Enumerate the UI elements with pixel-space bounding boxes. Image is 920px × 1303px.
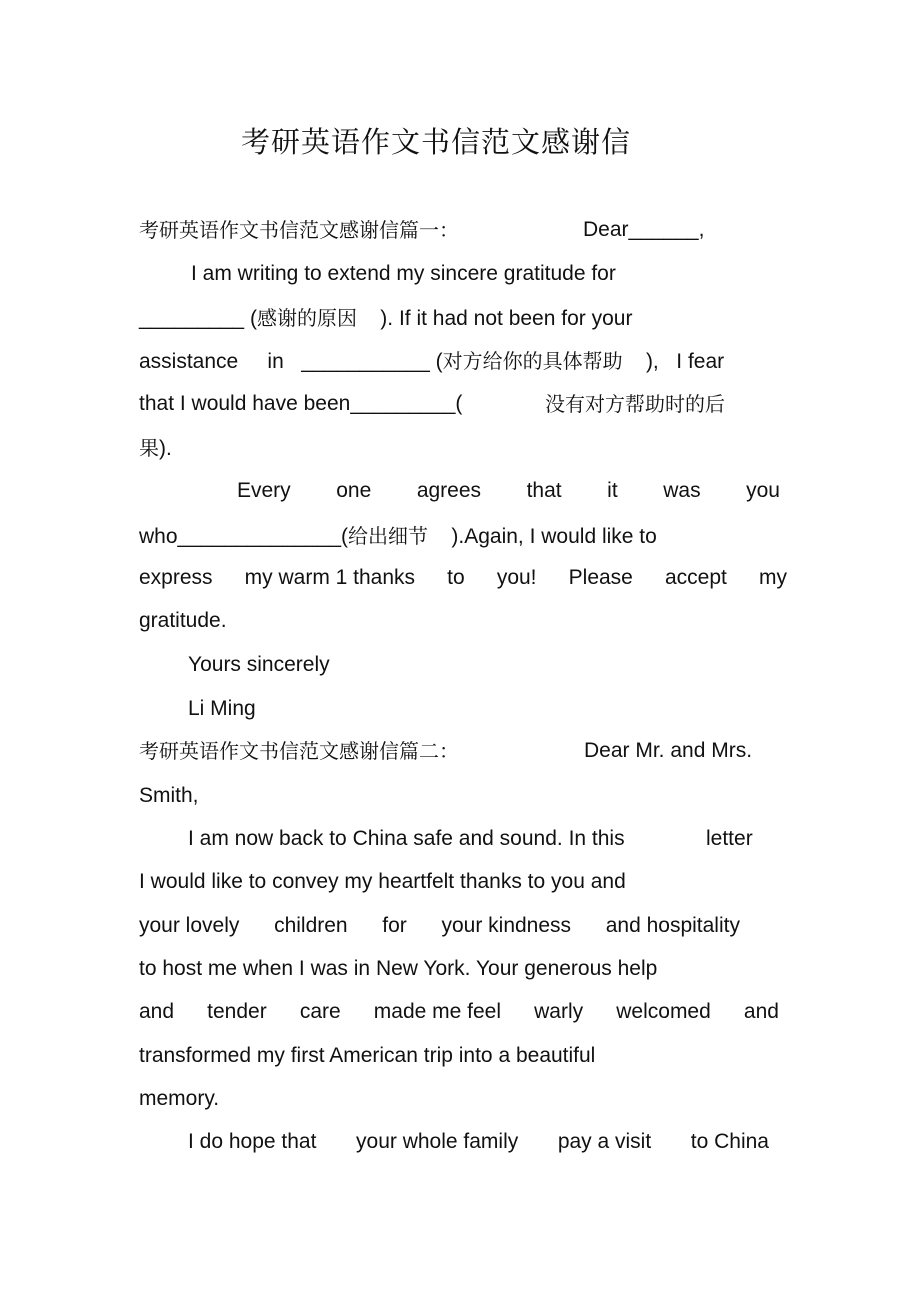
text-segment: _________ ( — [139, 307, 257, 330]
letter2-salutation: Dear Mr. and Mrs. — [584, 739, 753, 762]
letter2-line-8 — [188, 1127, 769, 1157]
letter2-heading: 考研英语作文书信范文感谢信篇二： — [139, 739, 459, 763]
letter2-line-1 — [188, 824, 753, 854]
letter1-line-4 — [139, 389, 725, 419]
text-segment: ), — [645, 350, 659, 373]
page-title: 考研英语作文书信范文感谢信 — [240, 125, 631, 159]
word: you — [746, 479, 780, 502]
word: your lovely — [139, 914, 240, 937]
letter2-line-5 — [139, 997, 779, 1027]
word: I do hope that — [188, 1130, 317, 1153]
letter2-line-3 — [139, 911, 740, 941]
letter1-line-2 — [139, 303, 632, 334]
letter1-line-5 — [139, 433, 172, 464]
word: to China — [690, 1130, 769, 1153]
letter1-signature: Li Ming — [188, 697, 256, 720]
word: one — [336, 479, 372, 502]
letter1-line-6 — [237, 476, 780, 506]
word: to — [447, 566, 465, 589]
letter1-line-3 — [139, 346, 724, 377]
word: accept — [664, 566, 727, 589]
word: it — [607, 479, 618, 502]
text-segment: ). If it had not been for your — [380, 307, 633, 330]
letter1-salutation: Dear______, — [583, 218, 705, 241]
word: and — [743, 1000, 779, 1023]
word: care — [299, 1000, 341, 1023]
text-segment-cjk: 果 — [139, 436, 159, 460]
letter2-salutation-cont: Smith, — [139, 784, 199, 807]
letter2-line-6: transformed my first American trip into a beautiful — [139, 1044, 596, 1067]
text-segment: I fear — [676, 350, 725, 373]
word: was — [663, 479, 701, 502]
letter1-line-1: I am writing to extend my sincere gratitude for — [191, 262, 616, 285]
text-segment: in — [267, 350, 284, 373]
word: warly — [534, 1000, 584, 1023]
word: my — [758, 566, 787, 589]
letter2-line-4: to host me when I was in New York. Your generous help — [139, 957, 658, 980]
text-segment-cjk: 给出细节 — [348, 524, 429, 548]
word: and hospitality — [605, 914, 740, 937]
word: agrees — [416, 479, 482, 502]
word: my warm 1 thanks — [244, 566, 416, 589]
word: your kindness — [441, 914, 572, 937]
letter1-line-9: gratitude. — [139, 609, 227, 632]
word: you! — [496, 566, 537, 589]
word: and — [139, 1000, 175, 1023]
word: pay a visit — [557, 1130, 652, 1153]
text-segment: I am now back to China safe and sound. In this — [188, 827, 625, 850]
letter2-heading-line — [139, 736, 753, 767]
text-segment: who______________( — [139, 525, 349, 548]
text-segment: letter — [706, 827, 753, 850]
text-segment-cjk: 没有对方帮助时的后 — [545, 392, 725, 416]
letter1-closing: Yours sincerely — [188, 653, 330, 676]
word: for — [382, 914, 407, 937]
letter1-line-7 — [139, 521, 657, 552]
word: your whole family — [356, 1130, 519, 1153]
word: Please — [568, 566, 633, 589]
word: tender — [207, 1000, 267, 1023]
letter2-line-2: I would like to convey my heartfelt thanks to you and — [139, 870, 626, 893]
letter2-line-7: memory. — [139, 1087, 220, 1110]
word: made me feel — [373, 1000, 502, 1023]
text-segment: ___________ ( — [301, 350, 443, 373]
text-segment: ). — [159, 437, 172, 460]
text-segment-cjk: 对方给你的具体帮助 — [442, 349, 623, 373]
word: children — [274, 914, 348, 937]
letter1-heading: 考研英语作文书信范文感谢信篇一： — [139, 218, 459, 242]
text-segment-cjk: 感谢的原因 — [256, 306, 357, 330]
word: express — [139, 566, 213, 589]
text-segment: that I would have been_________( — [139, 392, 463, 415]
word: that — [526, 479, 562, 502]
word: welcomed — [616, 1000, 711, 1023]
letter1-heading-line — [139, 215, 705, 246]
text-segment: ).Again, I would like to — [451, 525, 657, 548]
letter1-line-8 — [139, 563, 787, 593]
word: Every — [237, 479, 291, 502]
text-segment: assistance — [139, 350, 239, 373]
